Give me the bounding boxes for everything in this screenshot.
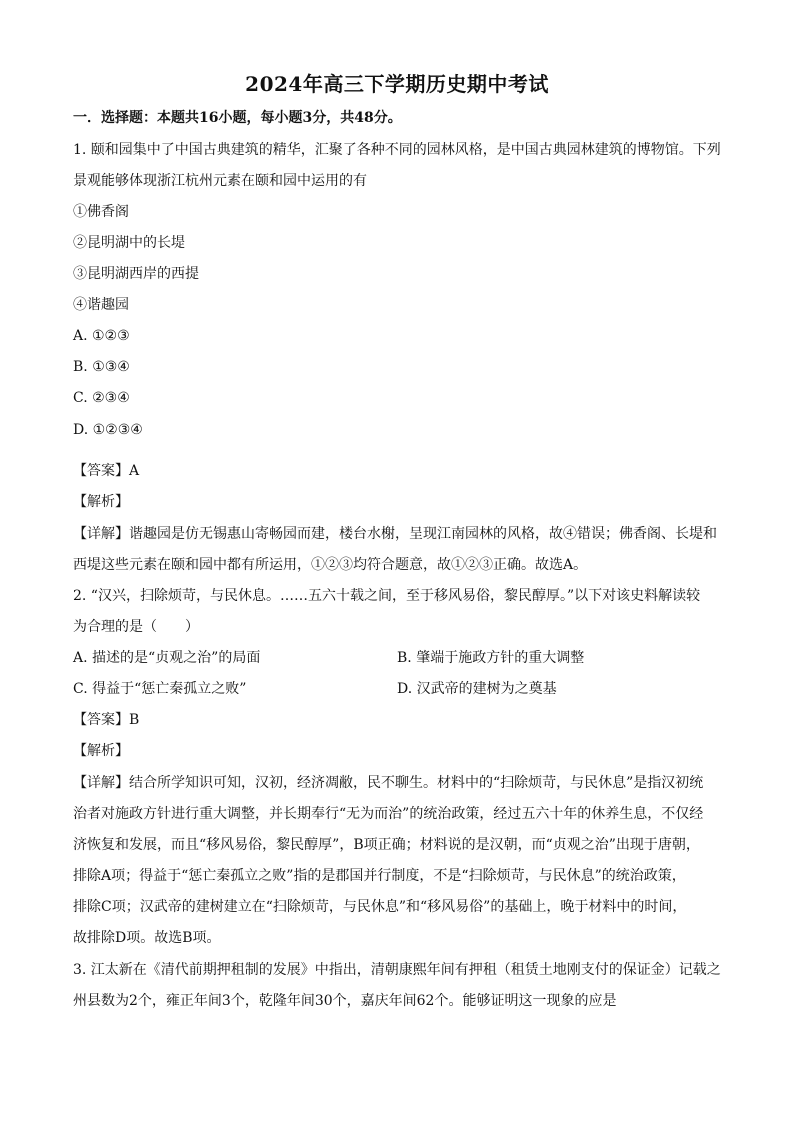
q1-item-4: ④谐趣园 <box>73 297 129 313</box>
page-title: 2024年高三下学期历史期中考试 <box>245 72 549 96</box>
q3-stem-line-2: 州县数为2个，雍正年间3个，乾隆年间30个，嘉庆年间62个。能够证明这一现象的应是 <box>73 993 617 1009</box>
q1-option-d: D. ①②③④ <box>73 422 143 438</box>
q2-detail-line-6: 故排除D项。故选B项。 <box>73 930 221 946</box>
q2-answer: 【答案】B <box>73 712 140 728</box>
q1-stem-line-2: 景观能够体现浙江杭州元素在颐和园中运用的有 <box>73 173 367 189</box>
q1-item-1: ①佛香阁 <box>73 204 129 220</box>
q2-stem-line-1: 2. “汉兴，扫除烦苛，与民休息。……五六十载之间，至于移风易俗，黎民醇厚。”以下对该史料解读较 <box>73 588 701 604</box>
q1-option-b: B. ①③④ <box>73 359 130 375</box>
q2-detail-line-4: 排除A项；得益于“惩亡秦孤立之败”指的是郡国并行制度，不是“扫除烦苛，与民休息”的统治政策， <box>73 868 686 884</box>
q1-item-3: ③昆明湖西岸的西提 <box>73 266 199 282</box>
q2-option-c: C. 得益于“惩亡秦孤立之败” <box>73 681 247 697</box>
q2-detail-line-5: 排除C项；汉武帝的建树建立在“扫除烦苛，与民休息”和“移风易俗”的基础上，晚于材料中的时间， <box>73 899 687 915</box>
q2-analysis-label: 【解析】 <box>73 743 129 759</box>
q1-option-c: C. ②③④ <box>73 390 130 406</box>
q1-answer: 【答案】A <box>73 463 140 479</box>
q2-detail-line-3: 济恢复和发展，而且“移风易俗，黎民醇厚”，B项正确；材料说的是汉朝，而“贞观之治”出现于唐朝， <box>73 837 700 853</box>
q1-item-2: ②昆明湖中的长堤 <box>73 235 185 251</box>
q2-option-a: A. 描述的是“贞观之治”的局面 <box>73 650 261 666</box>
q1-stem-line-1: 1. 颐和园集中了中国古典建筑的精华，汇聚了各种不同的园林风格，是中国古典园林建筑的博物馆。下列 <box>73 142 721 158</box>
q2-detail-line-1: 【详解】结合所学知识可知，汉初，经济凋敝，民不聊生。材料中的“扫除烦苛，与民休息”是指汉初统 <box>73 775 704 791</box>
q1-detail-line-2: 西堤这些元素在颐和园中都有所运用，①②③均符合题意，故①②③正确。故选A。 <box>73 557 588 573</box>
q2-detail-line-2: 治者对施政方针进行重大调整，并长期奉行“无为而治”的统治政策，经过五六十年的休养生息，不仅经 <box>73 806 704 822</box>
section-heading: 一．选择题：本题共16小题，每小题3分，共48分。 <box>73 110 402 126</box>
q2-stem-line-2: 为合理的是（ ） <box>73 619 199 635</box>
q2-option-b: B. 肇端于施政方针的重大调整 <box>397 650 585 666</box>
q3-stem-line-1: 3. 江太新在《清代前期押租制的发展》中指出，清朝康熙年间有押租（租赁土地刚支付的保证金）记载之 <box>73 962 721 978</box>
q1-option-a: A. ①②③ <box>73 328 130 344</box>
q1-detail-line-1: 【详解】谐趣园是仿无锡惠山寄畅园而建，楼台水榭，呈现江南园林的风格，故④错误；佛香阁、长堤和 <box>73 526 717 542</box>
q1-analysis-label: 【解析】 <box>73 494 129 510</box>
q2-option-d: D. 汉武帝的建树为之奠基 <box>397 681 557 697</box>
